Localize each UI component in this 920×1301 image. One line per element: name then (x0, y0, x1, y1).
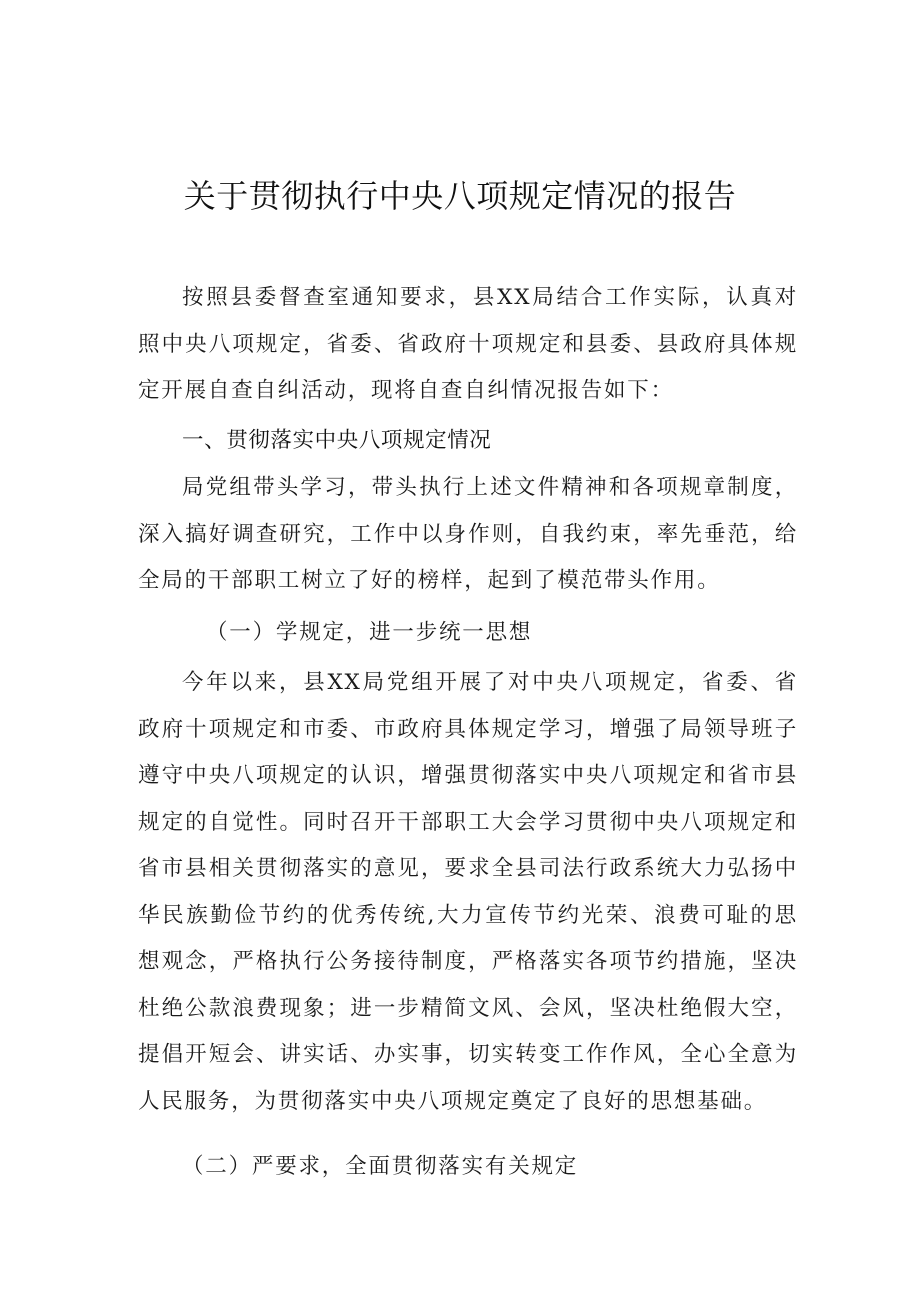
document-title: 关于贯彻执行中央八项规定情况的报告 (183, 177, 737, 215)
intro-paragraph-block (138, 275, 798, 415)
sub1-heading: （一）学规定，进一步统一思想 (206, 620, 533, 645)
section1-heading: 一、贯彻落实中央八项规定情况 (182, 428, 492, 453)
intro-paragraph: 按照县委督查室通知要求，县XX局结合工作实际，认真对照中央八项规定，省委、省政府十项规定和县委、县政府具体规定开展自查自纠活动，现将自查自纠情况报告如下： (138, 285, 798, 403)
sub2-heading-block (182, 1144, 798, 1191)
sub1-paragraph: 今年以来，县XX局党组开展了对中央八项规定，省委、省政府十项规定和市委、市政府具体规定学习，增强了局领导班子遵守中央八项规定的认识，增强贯彻落实中央八项规定和省市县规定的自觉性。同时召开干部职工大会学习贯彻中央八项规定和省市县相关贯彻落实的意见，要求全县司法行政系统大力弘扬中华民族勤俭节约的优秀传统,大力宣传节约光荣、浪费可耻的思想观念，严格执行公务接待制度，严格落实各项节约措施，坚决杜绝公款浪费现象；进一步精简文风、会风，坚决杜绝假大空，提倡开短会、讲实话、办实事，切实转变工作作风，全心全意为人民服务，为贯彻落实中央八项规定奠定了良好的思想基础。 (138, 670, 798, 1114)
sub2-heading: （二）严要求，全面贯彻落实有关规定 (182, 1154, 579, 1179)
sub1-heading-block (182, 610, 798, 657)
sub1-paragraph-block (138, 660, 798, 1125)
section1-paragraph: 局党组带头学习，带头执行上述文件精神和各项规章制度，深入搞好调查研究，工作中以身作则，自我约束，率先垂范，给全局的干部职工树立了好的榜样，起到了模范带头作用。 (138, 475, 798, 593)
section1-heading-block (138, 418, 798, 465)
section1-paragraph-block (138, 465, 798, 605)
